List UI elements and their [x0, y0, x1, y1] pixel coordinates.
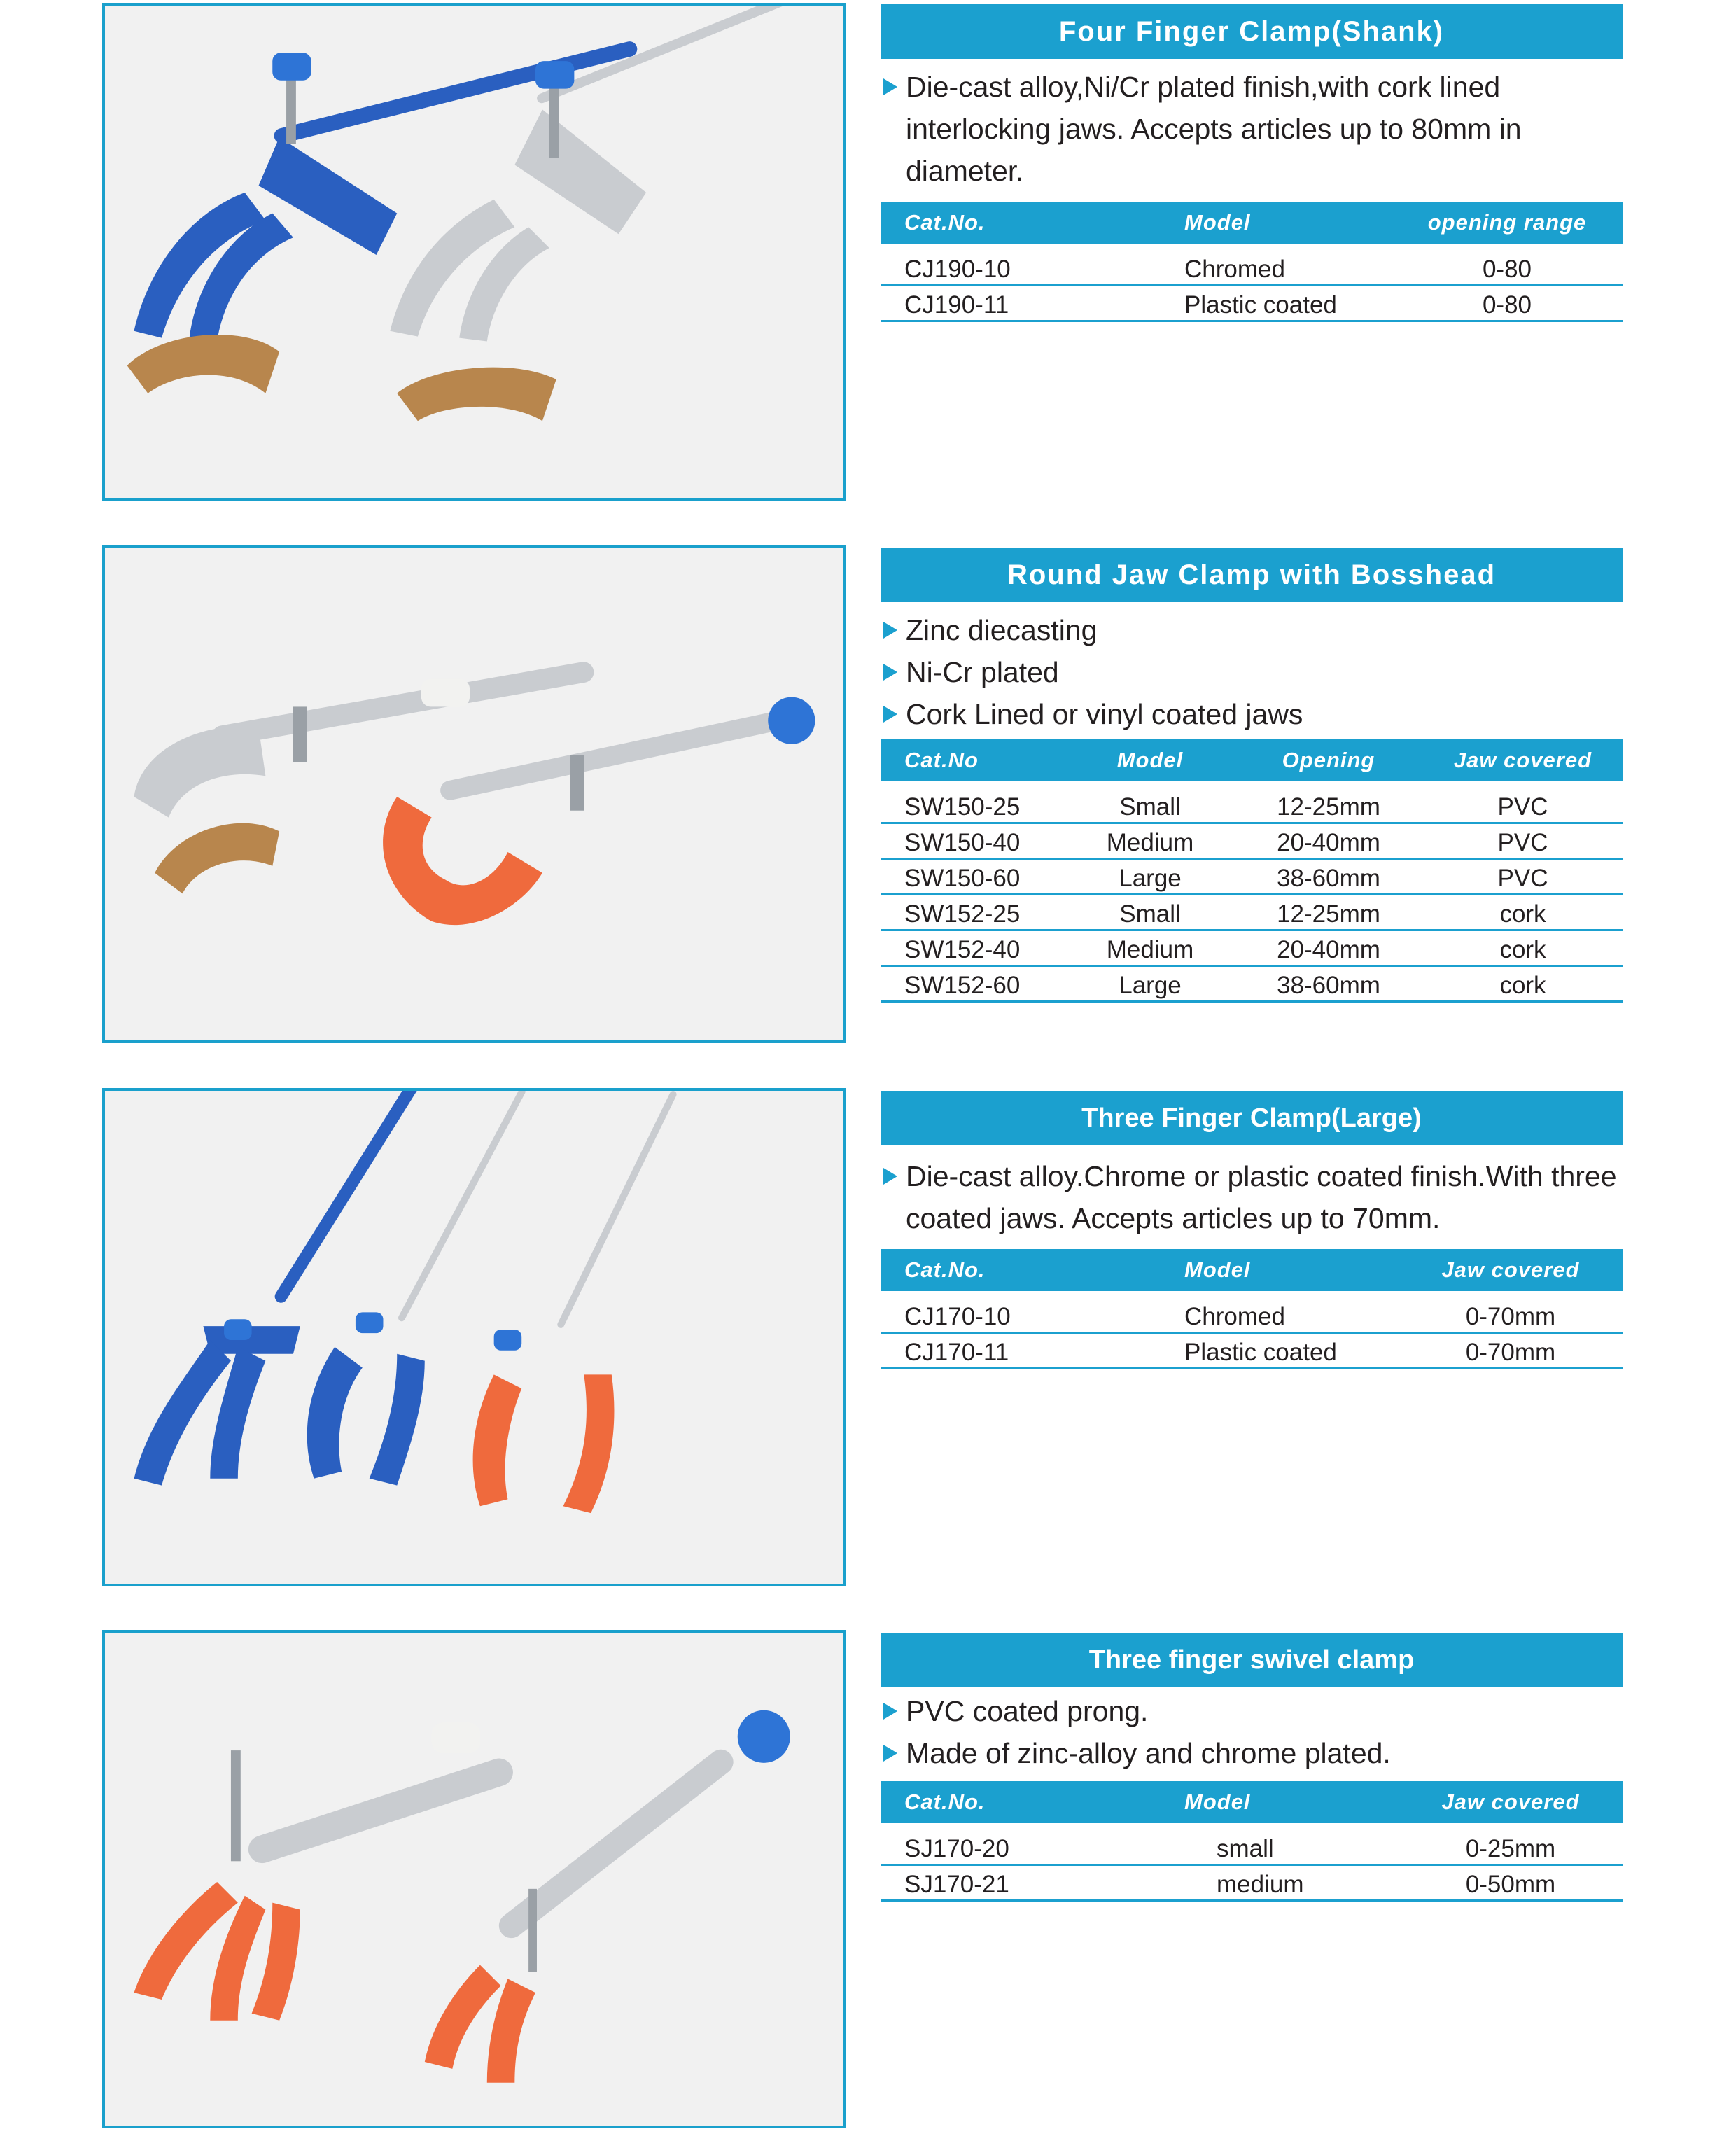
header-cell: Model	[1116, 748, 1184, 772]
table-cell: SW152-60	[904, 972, 1021, 999]
table-header	[881, 1781, 1623, 1823]
table-cell: 0-25mm	[1465, 1835, 1556, 1862]
product-panel	[881, 4, 1623, 322]
header-cell: Model	[1184, 1790, 1251, 1814]
bullet-item	[881, 1155, 1623, 1239]
section-title: Three Finger Clamp(Large)	[881, 1091, 1623, 1145]
table-cell: PVC	[1497, 829, 1548, 856]
table-cell: Medium	[1106, 936, 1194, 963]
product-photo-three-finger-swivel-clamp	[102, 1630, 846, 2128]
table-cell: 38-60mm	[1277, 865, 1380, 892]
bullet-text: PVC coated prong.	[906, 1695, 1149, 1727]
header-cell: Cat.No.	[904, 1257, 986, 1282]
table-cell: small	[1217, 1835, 1274, 1862]
bullet-triangle-icon	[883, 706, 897, 723]
table-cell: cork	[1499, 972, 1546, 999]
product-photo-round-jaw-clamp	[102, 545, 846, 1043]
header-cell: opening range	[1427, 210, 1587, 235]
header-cell: Cat.No.	[904, 210, 986, 235]
table-cell: Plastic coated	[1184, 1339, 1337, 1366]
table-cell: CJ170-11	[904, 1339, 1009, 1366]
table-cell: SW150-40	[904, 829, 1021, 856]
table-header	[881, 739, 1623, 781]
table-cell: 0-80	[1482, 256, 1532, 283]
table-header	[881, 202, 1623, 244]
bullet-text: Cork Lined or vinyl coated jaws	[906, 698, 1303, 730]
table-cell: 38-60mm	[1277, 972, 1380, 999]
bullet-item	[881, 66, 1623, 192]
table-row	[881, 1830, 1623, 1866]
bullet-text: Die-cast alloy.Chrome or plastic coated finish.With three coated jaws. Accepts articles up to 70mm.	[906, 1160, 1617, 1234]
section-title: Round Jaw Clamp with Bosshead	[881, 548, 1623, 602]
table-cell: cork	[1499, 900, 1546, 928]
bullet-item	[881, 1732, 1623, 1774]
bullet-triangle-icon	[883, 664, 897, 681]
table-cell: CJ190-11	[904, 291, 1009, 319]
table-cell: Chromed	[1184, 1303, 1285, 1330]
table-cell: SW152-25	[904, 900, 1021, 928]
table-row	[881, 931, 1623, 967]
table-cell: SW152-40	[904, 936, 1021, 963]
table-row	[881, 895, 1623, 931]
table-cell: Medium	[1106, 829, 1194, 856]
bullet-triangle-icon	[883, 1168, 897, 1185]
table-cell: cork	[1499, 936, 1546, 963]
bullet-triangle-icon	[883, 1745, 897, 1762]
table-cell: Chromed	[1184, 256, 1285, 283]
table-cell: 0-80	[1482, 291, 1532, 319]
table-cell: 0-70mm	[1465, 1303, 1556, 1330]
table-row	[881, 1866, 1623, 1902]
product-photo-three-finger-clamp-large	[102, 1088, 846, 1586]
table-cell: medium	[1217, 1871, 1304, 1898]
clamp-illustration	[105, 1633, 843, 2126]
table-cell: Small	[1119, 793, 1181, 821]
header-cell: Cat.No	[904, 748, 979, 772]
bullet-list	[881, 66, 1623, 192]
table-cell: 12-25mm	[1277, 900, 1380, 928]
bullet-triangle-icon	[883, 78, 897, 95]
catalog-table	[881, 1249, 1623, 1369]
table-cell: SJ170-21	[904, 1871, 1009, 1898]
table-cell: 12-25mm	[1277, 793, 1380, 821]
table-cell: 0-50mm	[1465, 1871, 1556, 1898]
catalog-table	[881, 202, 1623, 322]
table-row	[881, 860, 1623, 895]
catalog-table	[881, 739, 1623, 1003]
section-title: Three finger swivel clamp	[881, 1633, 1623, 1687]
header-cell: Jaw covered	[1441, 1790, 1580, 1814]
bullet-list	[881, 1690, 1623, 1774]
bullet-item	[881, 693, 1623, 735]
bullet-item	[881, 1690, 1623, 1732]
table-cell: SW150-60	[904, 865, 1021, 892]
table-cell: SW150-25	[904, 793, 1021, 821]
clamp-illustration	[105, 6, 843, 498]
table-cell: CJ190-10	[904, 256, 1011, 283]
table-cell: Large	[1119, 865, 1182, 892]
bullet-text: Zinc diecasting	[906, 614, 1098, 646]
product-panel	[881, 548, 1623, 1003]
clamp-illustration	[105, 548, 843, 1040]
table-cell: Small	[1119, 900, 1181, 928]
bullet-triangle-icon	[883, 622, 897, 639]
product-panel	[881, 1091, 1623, 1369]
table-cell: Large	[1119, 972, 1182, 999]
bullet-text: Made of zinc-alloy and chrome plated.	[906, 1737, 1391, 1769]
header-cell: Jaw covered	[1441, 1257, 1580, 1282]
bullet-text: Ni-Cr plated	[906, 656, 1059, 688]
catalog-table	[881, 1781, 1623, 1902]
table-cell: 0-70mm	[1465, 1339, 1556, 1366]
bullet-list	[881, 1155, 1623, 1239]
table-row	[881, 286, 1623, 322]
bullet-list	[881, 609, 1623, 735]
header-cell: Jaw covered	[1453, 748, 1592, 772]
product-panel	[881, 1633, 1623, 1902]
bullet-item	[881, 609, 1623, 651]
section-title: Four Finger Clamp(Shank)	[881, 4, 1623, 59]
table-cell: CJ170-10	[904, 1303, 1011, 1330]
header-cell: Model	[1184, 210, 1251, 235]
table-header	[881, 1249, 1623, 1291]
table-cell: PVC	[1497, 865, 1548, 892]
header-cell: Model	[1184, 1257, 1251, 1282]
table-cell: 20-40mm	[1277, 829, 1380, 856]
table-cell: 20-40mm	[1277, 936, 1380, 963]
bullet-triangle-icon	[883, 1703, 897, 1720]
table-cell: PVC	[1497, 793, 1548, 821]
table-row	[881, 251, 1623, 286]
table-row	[881, 1298, 1623, 1334]
header-cell: Opening	[1282, 748, 1376, 772]
table-cell: SJ170-20	[904, 1835, 1009, 1862]
clamp-illustration	[105, 1091, 843, 1584]
table-row	[881, 1334, 1623, 1369]
table-row	[881, 967, 1623, 1003]
header-cell: Cat.No.	[904, 1790, 986, 1814]
table-row	[881, 824, 1623, 860]
bullet-text: Die-cast alloy,Ni/Cr plated finish,with cork lined interlocking jaws. Accepts articles up to 80mm in diameter.	[906, 71, 1522, 187]
product-photo-four-finger-clamp	[102, 3, 846, 501]
table-row	[881, 788, 1623, 824]
table-cell: Plastic coated	[1184, 291, 1337, 319]
bullet-item	[881, 651, 1623, 693]
